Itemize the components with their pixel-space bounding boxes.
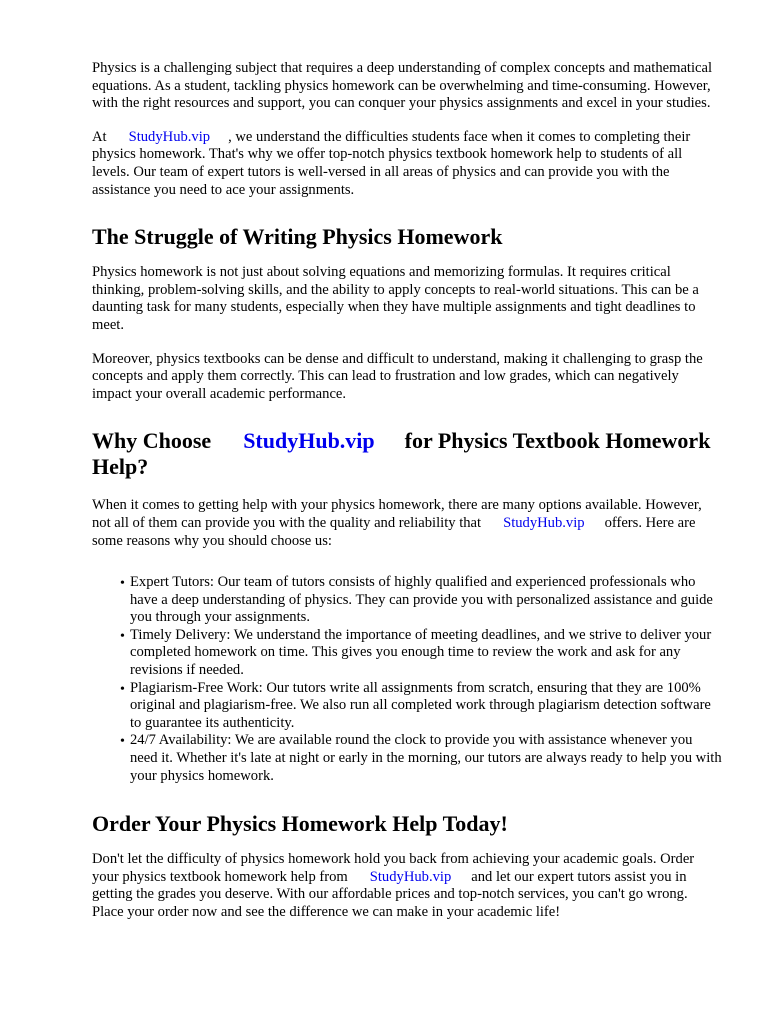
why-intro-suffix: offers. Here are some reasons why you should choose us:: [92, 514, 696, 549]
bullet-icon: •: [120, 576, 125, 592]
struggle-paragraph-1: Physics homework is not just about solving equations and memorizing formulas. It requires critical thinking, problem-solving skills, and the ability to apply concepts to real-world situations. This can be a daunting task for many students, especially when they have multiple assignments and tight deadlines to meet.: [92, 264, 699, 333]
why-heading: [92, 428, 722, 480]
struggle-paragraph-2: Moreover, physics textbooks can be dense and difficult to understand, making it challenging to grasp the concepts and apply them correctly. This can lead to frustration and low grades, which can negatively impact your overall academic performance.: [92, 350, 703, 402]
order-heading: Order Your Physics Homework Help Today!: [92, 811, 508, 837]
reason-text: Plagiarism-Free Work: Our tutors write all assignments from scratch, ensuring that they are 100% original and plagiarism-free. We also run all completed work through plagiarism detection software to guarantee its authenticity.: [130, 679, 711, 731]
list-item: [120, 732, 722, 785]
intro-prefix: At: [92, 128, 107, 145]
why-intro-prefix: When it comes to getting help with your physics homework, there are many options available. However, not all of them can provide you with the quality and reliability that: [92, 497, 702, 531]
intro-suffix: , we understand the difficulties students face when it comes to completing their physics homework. That's why we offer top-notch physics textbook homework help to students of all levels. Our team of expert tutors is well-versed in all areas of physics and can provide you with the assistance you need to ace your assignments.: [92, 128, 691, 198]
reason-text: Timely Delivery: We understand the importance of meeting deadlines, and we strive to deliver your completed homework on time. This gives you enough time to review the work and ask for any revisions if needed.: [130, 626, 712, 679]
list-item: [120, 574, 722, 627]
reasons-list: [92, 574, 722, 785]
studyhub-link-heading[interactable]: StudyHub.vip: [243, 428, 375, 454]
why-intro-paragraph: [92, 497, 722, 550]
reason-text: Expert Tutors: Our team of tutors consists of highly qualified and experienced professionals who have a deep understanding of physics. They can provide you with personalized assistance and guide you through your assignments.: [130, 574, 713, 626]
bullet-icon: •: [120, 681, 125, 697]
order-suffix: and let our expert tutors assist you in getting the grades you deserve. With our affordable prices and top-notch services, you can't go wrong. Place your order now and see the difference we can make in your academic life!: [92, 868, 688, 920]
order-prefix: Don't let the difficulty of physics homework hold you back from achieving your academic goals. Order your physics textbook homework help from: [92, 851, 695, 885]
struggle-heading: The Struggle of Writing Physics Homework: [92, 224, 503, 250]
studyhub-link-order[interactable]: StudyHub.vip: [369, 868, 452, 885]
list-item: [120, 679, 722, 733]
why-heading-prefix: Why Choose: [92, 428, 212, 454]
intro-paragraph-1: Physics is a challenging subject that requires a deep understanding of complex concepts and mathematical equations. As a student, tackling physics homework can be overwhelming and time-consuming. However, with the right resources and support, you can conquer your physics assignments and excel in your studies.: [92, 60, 713, 112]
order-paragraph: [92, 851, 722, 921]
studyhub-link-why[interactable]: StudyHub.vip: [503, 514, 585, 531]
bullet-icon: •: [120, 734, 125, 750]
bullet-icon: •: [120, 628, 125, 644]
reason-text: 24/7 Availability: We are available round the clock to provide you with assistance whenever you need it. Whether it's late at night or early in the morning, our tutors are always ready to help you with your physics homework.: [130, 732, 722, 784]
list-item: [120, 626, 722, 680]
document-body: [92, 60, 722, 922]
studyhub-link-intro[interactable]: StudyHub.vip: [128, 128, 211, 145]
intro-paragraph-2: [92, 129, 722, 199]
why-heading-suffix: for Physics Textbook Homework Help?: [92, 428, 711, 480]
